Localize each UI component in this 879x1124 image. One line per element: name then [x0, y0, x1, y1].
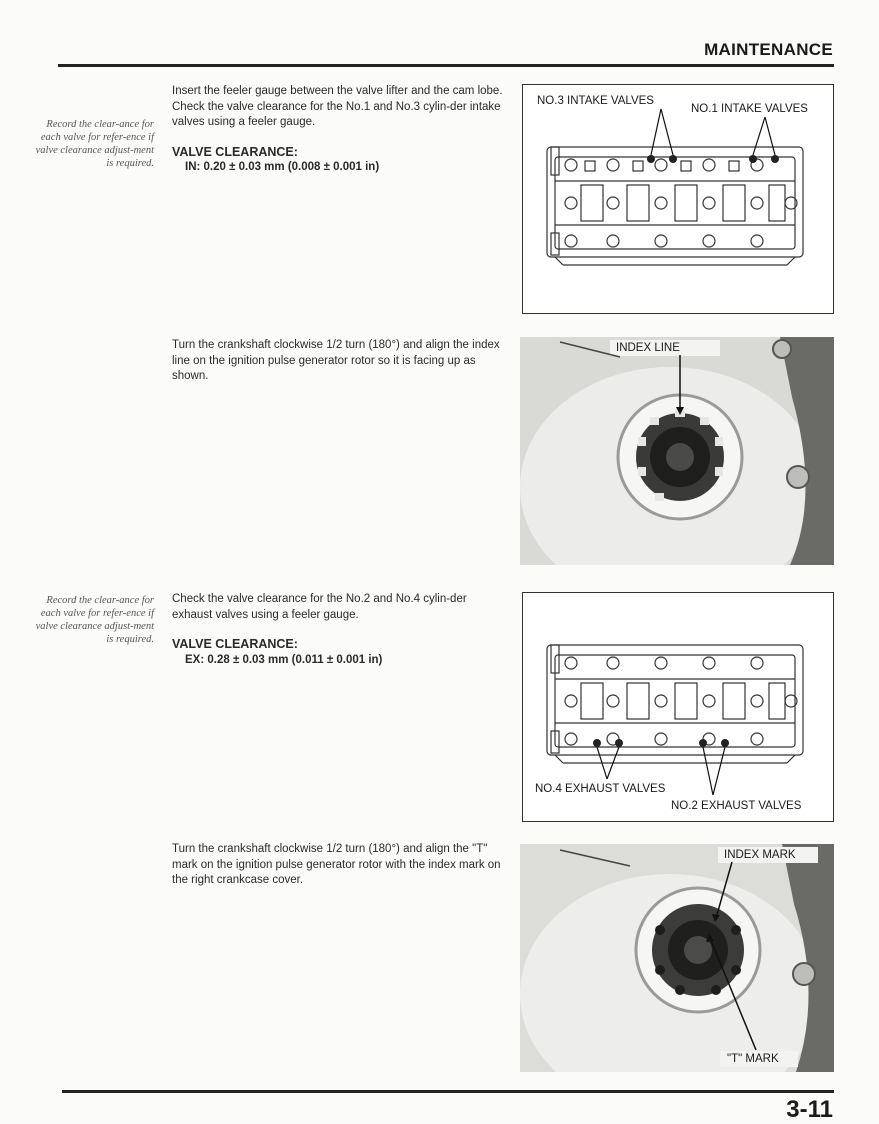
step-2-text: Turn the crankshaft clockwise 1/2 turn (180°) and align the index line on the ignition pulse generator rotor so it is facing up as shown.: [172, 339, 500, 382]
label-no2-exhaust: NO.2 EXHAUST VALVES: [671, 800, 802, 812]
rotor-t-mark-photo: [520, 844, 834, 1072]
photo-index-line: [520, 337, 834, 565]
rotor-index-line-photo: [520, 337, 834, 565]
label-no3-intake: NO.3 INTAKE VALVES: [537, 95, 654, 107]
figure-exhaust-valves: [522, 592, 834, 822]
step-3-text: Check the valve clearance for the No.2 and No.4 cylin-der exhaust valves using a feeler gauge.: [172, 593, 467, 621]
label-no1-intake: NO.1 INTAKE VALVES: [691, 103, 808, 115]
spec-heading-exhaust: VALVE CLEARANCE:: [172, 637, 298, 651]
figure-intake-valves: [522, 84, 834, 314]
photo-t-mark: [520, 844, 834, 1072]
margin-note-2: Record the clear-ance for each valve for refer-ence if valve clearance adjust-ment is required.: [35, 595, 154, 645]
section-title: MAINTENANCE: [704, 40, 833, 59]
label-no4-exhaust: NO.4 EXHAUST VALVES: [535, 783, 666, 795]
spec-value-exhaust: EX: 0.28 ± 0.03 mm (0.011 ± 0.001 in): [185, 653, 383, 666]
spec-heading-intake: VALVE CLEARANCE:: [172, 144, 298, 159]
step-1-text: Insert the feeler gauge between the valve lifter and the cam lobe. Check the valve clearance for the No.1 and No.3 cylin-der intake valves using a feeler gauge.: [172, 85, 503, 128]
header-rule: [58, 64, 834, 67]
page-number: 3-11: [786, 1096, 833, 1123]
step-4-text: Turn the crankshaft clockwise 1/2 turn (180°) and align the "T" mark on the ignition pulse generator rotor with the index mark on the right crankcase cover.: [172, 843, 501, 886]
spec-value-intake: IN: 0.20 ± 0.03 mm (0.008 ± 0.001 in): [185, 161, 380, 173]
label-t-mark: "T" MARK: [727, 1053, 779, 1065]
footer-rule: [62, 1090, 834, 1093]
step-3-block: [172, 592, 507, 668]
label-index-mark: INDEX MARK: [724, 849, 796, 861]
label-index-line: INDEX LINE: [616, 342, 680, 354]
cylinder-head-intake-drawing: [523, 85, 833, 313]
step-1-block: [172, 84, 507, 176]
margin-note-1: Record the clear-ance for each valve for refer-ence if valve clearance adjust-ment is required.: [35, 119, 154, 169]
